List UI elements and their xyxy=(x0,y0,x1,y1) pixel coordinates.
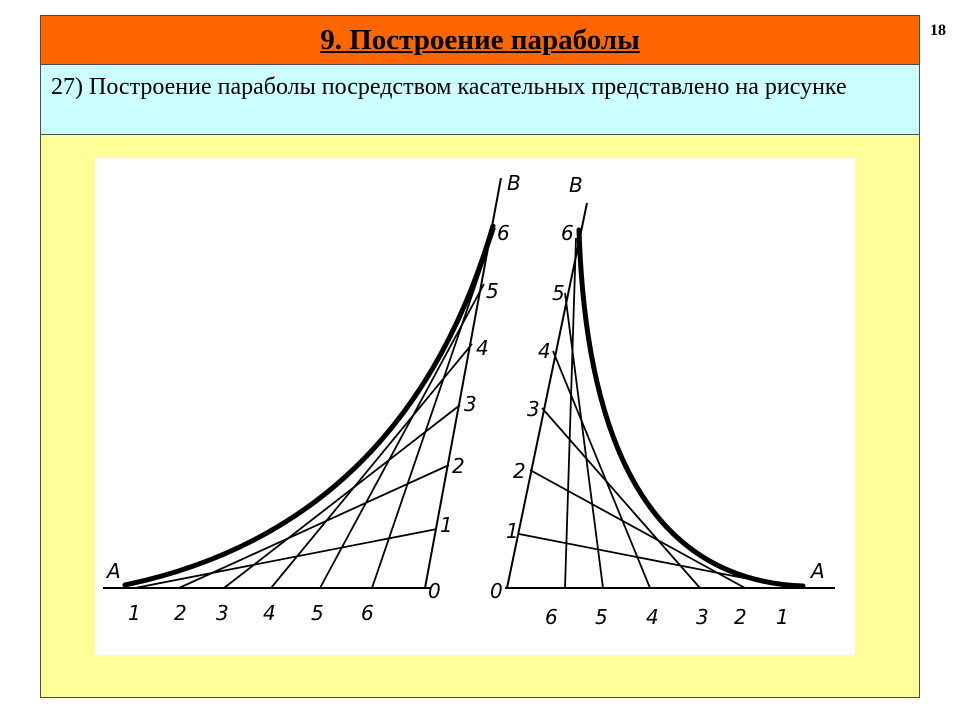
right-side-label-4: 4 xyxy=(538,339,551,363)
page-number: 18 xyxy=(930,22,946,39)
right-side-label-2: 2 xyxy=(513,459,526,483)
subtitle-text: 27) Построение параболы посредством касательных представлено на рисунке xyxy=(51,74,847,100)
left-parabola-curve xyxy=(125,226,493,585)
left-side-label-3: 3 xyxy=(464,392,477,416)
left-side-label-4: 4 xyxy=(476,336,489,360)
right-tangent-6 xyxy=(565,238,576,588)
left-bottom-label-5: 5 xyxy=(311,601,324,625)
left-bottom-label-6: 6 xyxy=(361,601,374,625)
right-point-b-label: B xyxy=(569,173,583,197)
right-construction xyxy=(505,203,835,588)
left-side-label-6: 6 xyxy=(497,221,510,245)
right-bottom-label-1: 1 xyxy=(776,605,789,629)
left-point-a-label: A xyxy=(107,559,121,583)
page-title: 9. Построение параболы xyxy=(320,23,640,56)
left-tangent-1 xyxy=(135,529,437,588)
left-bottom-label-1: 1 xyxy=(128,601,141,625)
parabola-drawing xyxy=(95,158,855,655)
left-side-label-2: 2 xyxy=(452,454,465,478)
left-tangent-4 xyxy=(271,344,472,588)
right-bottom-label-3: 3 xyxy=(696,605,709,629)
right-side-label-1: 1 xyxy=(506,519,519,543)
left-side-label-5: 5 xyxy=(486,279,499,303)
left-bottom-label-4: 4 xyxy=(263,601,276,625)
subtitle-bar xyxy=(40,65,920,135)
right-bottom-label-5: 5 xyxy=(595,605,608,629)
right-bottom-label-2: 2 xyxy=(734,605,747,629)
left-bottom-label-2: 2 xyxy=(174,601,187,625)
left-side-label-1: 1 xyxy=(440,513,453,537)
right-bottom-label-4: 4 xyxy=(646,605,659,629)
right-side-label-3: 3 xyxy=(527,397,540,421)
left-point-b-label: B xyxy=(507,171,521,195)
right-parabola-curve xyxy=(579,230,803,586)
left-origin-label: 0 xyxy=(428,579,441,603)
title-bar xyxy=(40,15,920,65)
right-origin-label: 0 xyxy=(490,579,503,603)
parabola-figure xyxy=(95,158,855,655)
right-side-label-6: 6 xyxy=(561,221,574,245)
right-point-a-label: A xyxy=(811,559,825,583)
right-tangent-4 xyxy=(553,351,650,588)
right-bottom-label-6: 6 xyxy=(545,605,558,629)
right-side-label-5: 5 xyxy=(552,281,565,305)
left-bottom-label-3: 3 xyxy=(216,601,229,625)
